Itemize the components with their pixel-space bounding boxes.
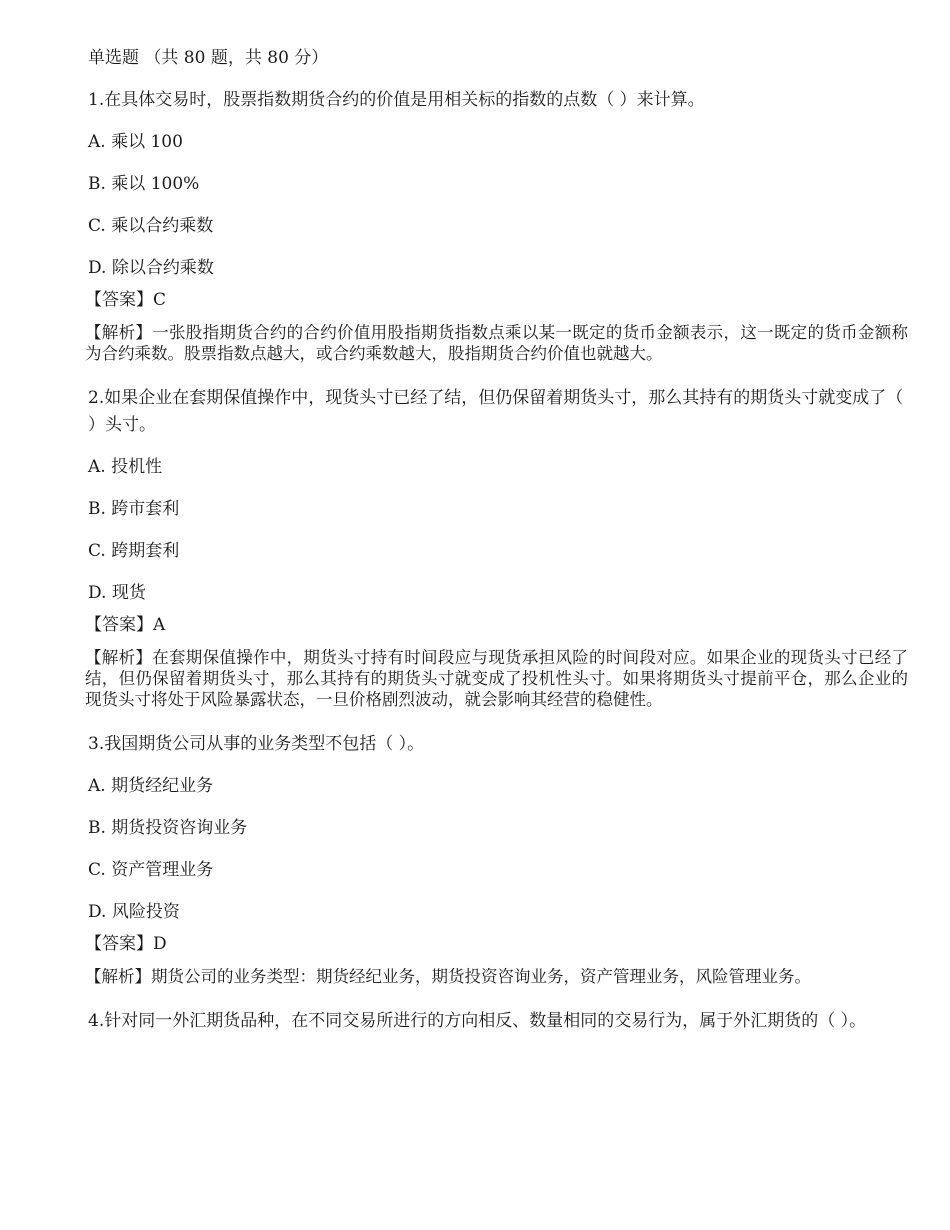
question-stem: 3.我国期货公司从事的业务类型不包括（ ）。 (88, 734, 425, 754)
question-1 (85, 87, 908, 364)
question-stem: 1.在具体交易时，股票指数期货合约的价值是用相关标的指数的点数（ ）来计算。 (88, 90, 705, 110)
option-b: B. 期货投资咨询业务 (88, 818, 248, 838)
question-stem: 4.针对同一外汇期货品种，在不同交易所进行的方向相反、数量相同的交易行为，属于外汇期货的（ ）。 (88, 1011, 867, 1031)
answer-line: 【答案】D (85, 934, 167, 954)
option-b: B. 乘以 100% (88, 174, 200, 194)
option-a: A. 期货经纪业务 (88, 776, 214, 796)
option-b: B. 跨市套利 (88, 499, 180, 519)
question-2 (85, 385, 908, 710)
option-d: D. 风险投资 (88, 902, 180, 922)
answer-line: 【答案】C (85, 290, 167, 310)
analysis-paragraph: 【解析】在套期保值操作中，期货头寸持有时间段应与现货承担风险的时间段对应。如果企业的现货头寸已经了结，但仍保留着期货头寸，那么其持有的期货头寸就变成了投机性头寸。如果将期货头寸提前平仓，那么企业的现货头寸将处于风险暴露状态，一旦价格剧烈波动，就会影响其经营的稳健性。 (85, 648, 908, 709)
question-stem: 2.如果企业在套期保值操作中，现货头寸已经了结，但仍保留着期货头寸，那么其持有的期货头寸就变成了（ ）头寸。 (88, 388, 904, 435)
option-c: C. 资产管理业务 (88, 860, 214, 880)
analysis-paragraph: 【解析】期货公司的业务类型：期货经纪业务，期货投资咨询业务，资产管理业务，风险管理业务。 (85, 967, 811, 986)
question-4 (88, 1008, 908, 1035)
option-d: D. 现货 (88, 583, 146, 603)
option-a: A. 投机性 (88, 457, 163, 477)
answer-line: 【答案】A (85, 615, 166, 635)
option-d: D. 除以合约乘数 (88, 258, 214, 278)
option-a: A. 乘以 100 (88, 132, 183, 152)
option-c: C. 跨期套利 (88, 541, 180, 561)
question-3 (85, 731, 908, 987)
section-heading: 单选题 （共 80 题，共 80 分） (88, 48, 329, 68)
analysis-paragraph: 【解析】一张股指期货合约的合约价值用股指期货指数点乘以某一既定的货币金额表示，这一既定的货币金额称为合约乘数。股票指数点越大，或合约乘数越大，股指期货合约价值也就越大。 (85, 323, 908, 363)
document-page (85, 44, 908, 1050)
option-c: C. 乘以合约乘数 (88, 216, 214, 236)
